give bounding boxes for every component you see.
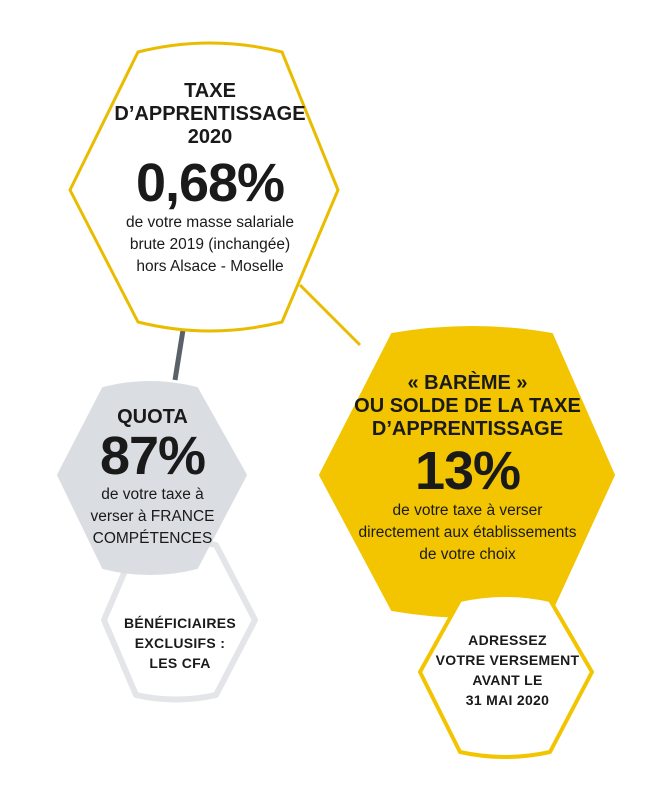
bareme-desc-line1: de votre taxe à verser <box>392 502 543 519</box>
quota-note-line3: LES CFA <box>149 655 211 671</box>
taxe-description <box>95 212 325 278</box>
quota-desc-line3: COMPÉTENCES <box>92 530 213 547</box>
quota-desc-line2: verser à FRANCE <box>90 508 215 525</box>
bareme-desc-line2: directement aux établissements <box>358 524 577 541</box>
quota-note <box>110 613 250 673</box>
quota-rate: 87% <box>99 426 206 486</box>
bareme-note <box>425 630 590 710</box>
taxe-desc-line2: brute 2019 (inchangée) <box>129 236 291 253</box>
bareme-note-line2: VOTRE VERSEMENT <box>435 652 580 668</box>
bareme-description <box>335 500 600 566</box>
connector-taxe-bareme <box>300 285 360 345</box>
bareme-note-line4: 31 MAI 2020 <box>465 692 550 708</box>
bareme-desc-line3: de votre choix <box>419 546 516 563</box>
quota-note-line1: BÉNÉFICIAIRES <box>123 615 237 631</box>
taxe-title-line2: D’APPRENTISSAGE <box>114 103 306 125</box>
connector-taxe-quota <box>175 330 183 380</box>
quota-title: QUOTA <box>117 406 188 428</box>
taxe-title-line1: TAXE <box>184 80 236 102</box>
bareme-rate: 13% <box>414 441 521 501</box>
bareme-note-line3: AVANT LE <box>472 672 543 688</box>
taxe-title <box>105 80 315 149</box>
bareme-note-line1: ADRESSEZ <box>468 632 547 648</box>
bareme-title-line3: D’APPRENTISSAGE <box>371 418 564 440</box>
taxe-desc-line1: de votre masse salariale <box>126 214 294 231</box>
quota-description <box>70 484 235 550</box>
taxe-desc-line3: hors Alsace - Moselle <box>136 258 284 275</box>
bareme-title-line2: OU SOLDE DE LA TAXE <box>354 395 581 417</box>
quota-desc-line1: de votre taxe à <box>101 486 204 503</box>
taxe-rate: 0,68% <box>135 153 285 213</box>
bareme-title <box>340 372 595 441</box>
bareme-title-line1: « BARÈME » <box>407 372 528 394</box>
quota-note-line2: EXCLUSIFS : <box>134 635 226 651</box>
taxe-title-line3: 2020 <box>187 126 233 148</box>
